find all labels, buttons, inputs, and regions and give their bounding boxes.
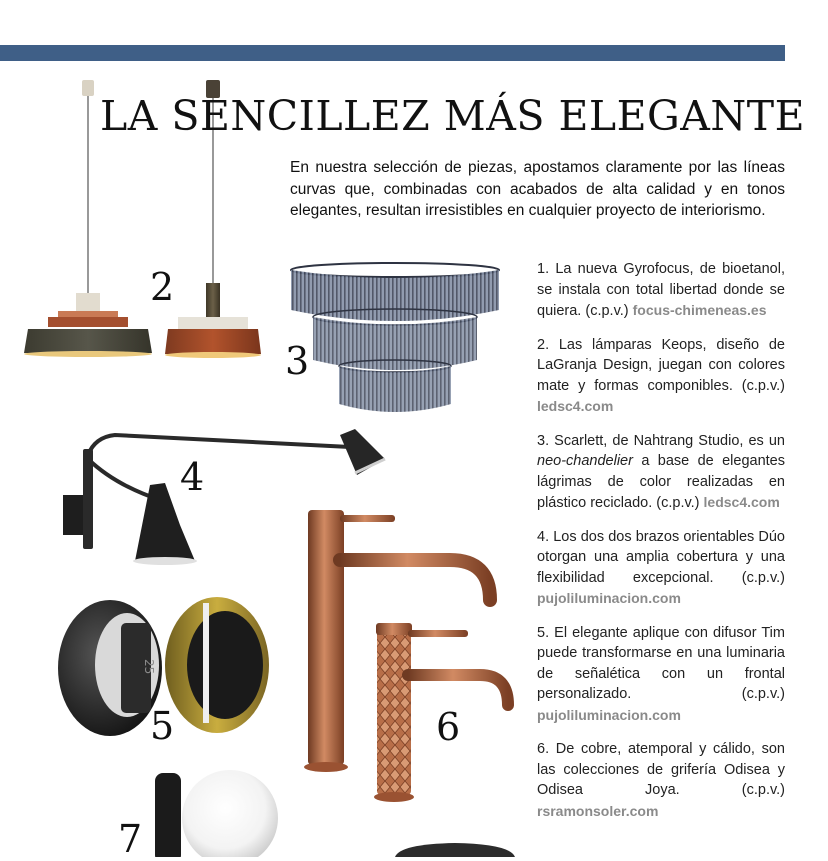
description-text: 6. De cobre, atemporal y cálido, son las colecciones de grifería Odisea y Odisea Joya. (c.p.v.) <box>537 741 785 798</box>
page-title: LA SENCILLEZ MÁS ELEGANTE <box>100 92 806 140</box>
header-bar <box>0 45 785 61</box>
description-text: a base de elegantes lágrimas de color realizadas en plástico reciclado. (c.p.v.) <box>537 453 785 511</box>
product-number-3: 3 <box>285 339 310 383</box>
website-link[interactable]: pujoliluminacion.com <box>537 706 681 723</box>
product-number-2: 2 <box>150 265 175 309</box>
product-descriptions <box>537 259 785 835</box>
description-item <box>537 739 785 822</box>
odisea-faucets <box>300 505 530 805</box>
website-link[interactable]: pujoliluminacion.com <box>537 590 681 606</box>
website-link[interactable]: rsramonsoler.com <box>537 802 659 819</box>
scarlett-chandelier <box>288 262 503 417</box>
description-item <box>537 259 785 322</box>
website-link[interactable]: ledsc4.com <box>537 398 614 414</box>
intro-paragraph: En nuestra selección de piezas, apostamos claramente por las líneas curvas que, combinadas con acabados de alta calidad y en tonos elegantes, resultan irresistibles en cualquier proyecto de interiorismo. <box>290 159 785 219</box>
description-text: 3. Scarlett, de Nahtrang Studio, es un <box>537 432 785 449</box>
product-number-5: 5 <box>150 704 175 748</box>
globe-wall-light <box>150 768 290 857</box>
description-emphasis: neo-chandelier <box>537 453 633 469</box>
lamp-plate-number: 25 <box>142 659 156 675</box>
description-text: 1. La nueva Gyrofocus, de bioetanol, se instala con total libertad donde se quiera. (c.p.v.) <box>537 261 785 319</box>
description-text: 4. Los dos dos brazos orientables Dúo otorgan una amplia cobertura y una flexibilidad excepcional. (c.p.v.) <box>537 528 785 586</box>
partial-product-edge <box>390 838 520 857</box>
description-text: 2. Las lámparas Keops, diseño de LaGranja Design, juegan con colores mate y formas componibles. (c.p.v.) <box>537 336 785 394</box>
description-text: 5. El elegante aplique con difusor Tim puede transformarse en una luminaria de señalética con un frontal personalizado. (c.p.v.) <box>537 624 785 702</box>
description-item <box>537 335 785 418</box>
description-item <box>537 431 785 514</box>
website-link[interactable]: focus-chimeneas.es <box>632 302 767 318</box>
website-link[interactable]: ledsc4.com <box>703 494 780 510</box>
product-number-7: 7 <box>118 817 143 861</box>
product-number-6: 6 <box>436 705 461 749</box>
description-item <box>537 623 785 727</box>
product-number-4: 4 <box>180 455 205 499</box>
description-item <box>537 527 785 610</box>
